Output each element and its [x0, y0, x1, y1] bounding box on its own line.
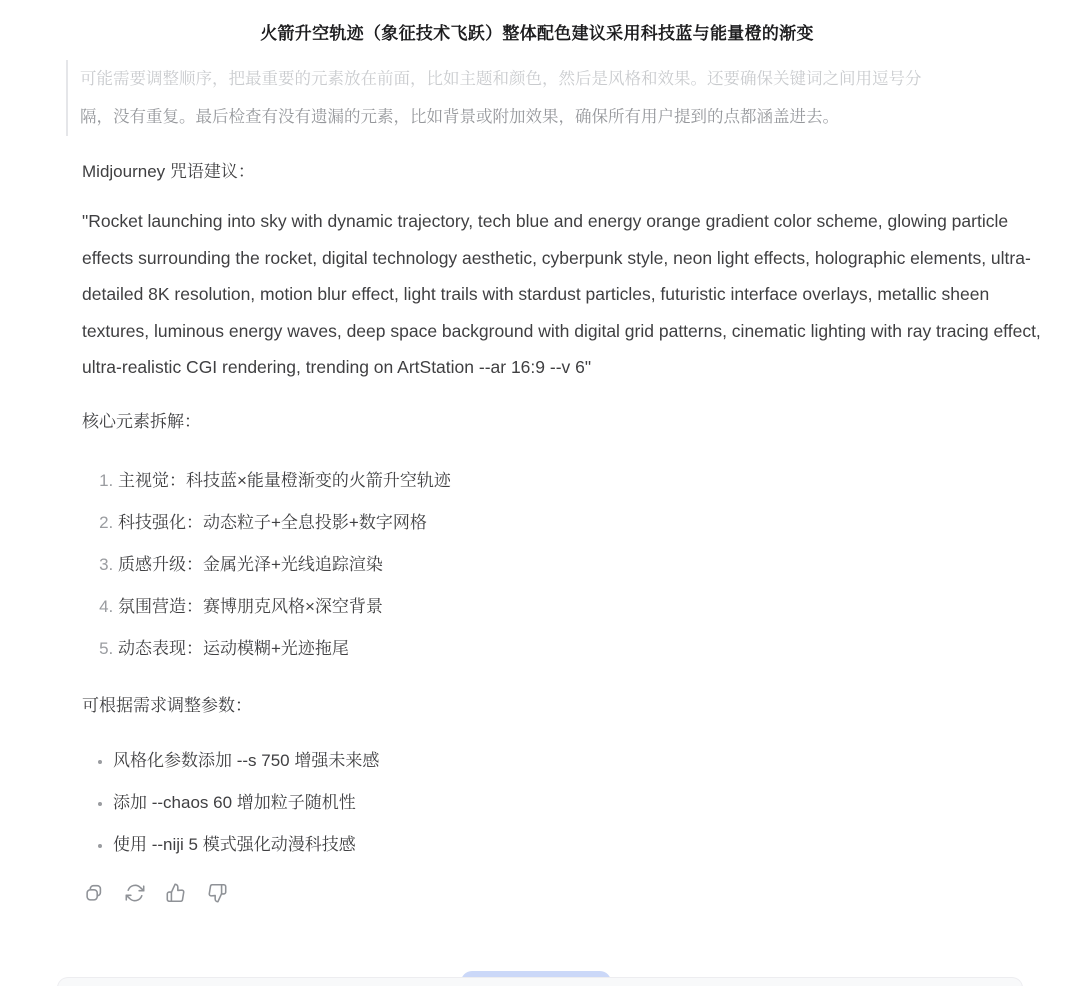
thinking-block[interactable] [66, 60, 1052, 136]
copy-button[interactable] [83, 882, 105, 904]
elements-heading: 核心元素拆解： [82, 411, 201, 431]
chat-input-box[interactable] [57, 977, 1023, 986]
thumbs-down-icon [206, 882, 228, 904]
thumbs-down-button[interactable] [206, 882, 228, 904]
elements-list [82, 460, 1052, 670]
list-item: • 添加 --chaos 60 增加粒子随机性 [113, 782, 1052, 824]
message-action-bar [83, 882, 1052, 904]
list-item: 4. 氛围营造：赛博朋克风格×深空背景 [118, 586, 1052, 628]
thumbs-up-icon [165, 882, 187, 904]
list-item: • 风格化参数添加 --s 750 增强未来感 [113, 740, 1052, 782]
thinking-line: 隔，没有重复。最后检查有没有遗漏的元素，比如背景或附加效果，确保所有用户提到的点都涵盖进去。 [80, 108, 839, 126]
copy-icon [83, 882, 105, 904]
message-title: 火箭升空轨迹（象征技术飞跃）整体配色建议采用科技蓝与能量橙的渐变 [260, 24, 814, 43]
list-item: • 使用 --niji 5 模式强化动漫科技感 [113, 824, 1052, 866]
thinking-line-faded: 可能需要调整顺序，把最重要的元素放在前面，比如主题和颜色，然后是风格和效果。还要确保关键词之间用逗号分 [80, 70, 922, 88]
prompt-text: "Rocket launching into sky with dynamic trajectory, tech blue and energy orange gradient color scheme, glowing particle effects surrounding the rocket, digital technology aesthetic, cyberpunk style, neon light effects, holographic elements, ultra-detailed 8K resolution, motion blur effect, light trails with stardust particles, futuristic interface overlays, metallic sheen textures, luminous energy waves, deep space background with digital grid patterns, cinematic lighting with ray tracing effect, ultra-realistic CGI rendering, trending on ArtStation --ar 16:9 --v 6" [82, 211, 1041, 377]
regenerate-button[interactable] [124, 882, 146, 904]
thumbs-up-button[interactable] [165, 882, 187, 904]
list-item: 2. 科技强化：动态粒子+全息投影+数字网格 [118, 502, 1052, 544]
params-list [82, 740, 1052, 866]
regenerate-icon [124, 882, 146, 904]
list-item: 5. 动态表现：运动模糊+光迹拖尾 [118, 628, 1052, 670]
list-item: 1. 主视觉：科技蓝×能量橙渐变的火箭升空轨迹 [118, 460, 1052, 502]
list-item: 3. 质感升级：金属光泽+光线追踪渲染 [118, 544, 1052, 586]
params-heading: 可根据需求调整参数： [82, 695, 252, 715]
prompt-heading: Midjourney 咒语建议： [82, 162, 255, 181]
